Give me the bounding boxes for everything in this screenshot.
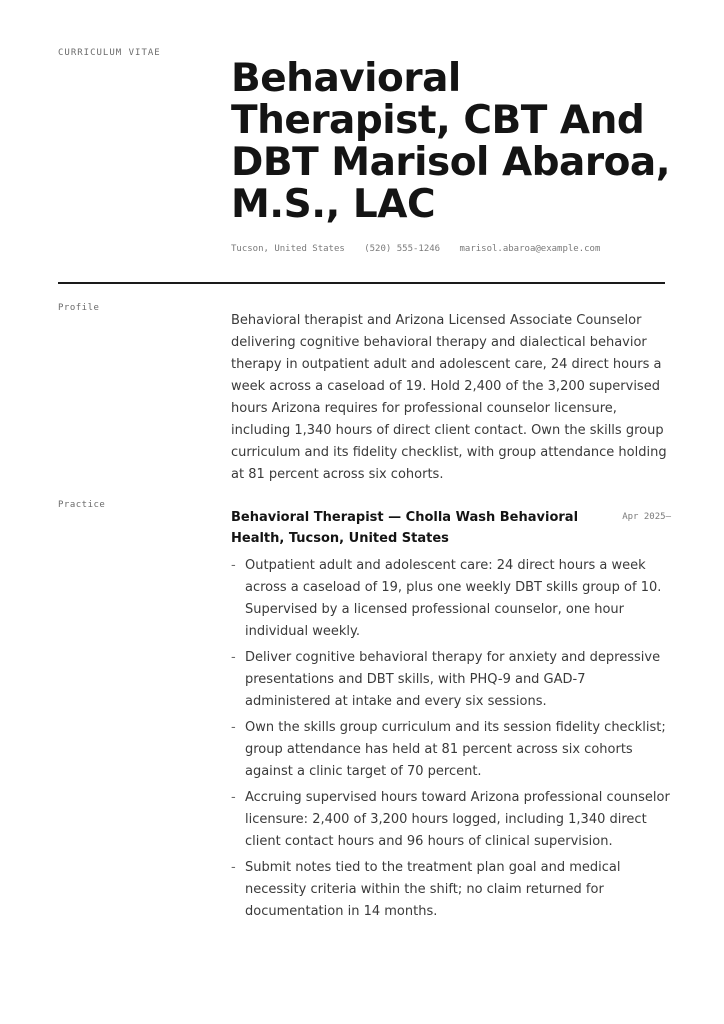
bullet-text: Accruing supervised hours toward Arizona professional counselor licensure: 2,400 of 3,200 hours logged, including 1,340 direct client contact hours and 96 hours of clinical supervision. xyxy=(245,790,670,849)
bullet-marker: - xyxy=(231,790,236,805)
contact-email: marisol.abaroa@example.com xyxy=(459,244,601,254)
bullet-marker: - xyxy=(231,860,236,875)
profile-section-label: Profile xyxy=(58,303,100,313)
job-title: Behavioral Therapist — Cholla Wash Behavioral Health, Tucson, United States xyxy=(231,510,579,546)
job-bullet-list xyxy=(231,555,671,927)
list-item xyxy=(231,647,671,713)
bullet-marker: - xyxy=(231,720,236,735)
name-title-heading: Behavioral Therapist, CBT And DBT Marisol Abaroa, M.S., LAC xyxy=(231,56,671,227)
bullet-text: Outpatient adult and adolescent care: 24 direct hours a week across a caseload of 19, plus one weekly DBT skills group of 10. Supervised by a licensed professional counselor, one hour individual weekly. xyxy=(245,558,662,639)
contact-line xyxy=(231,244,614,254)
document-eyebrow: CURRICULUM VITAE xyxy=(58,48,161,58)
practice-section-label: Practice xyxy=(58,500,106,510)
bullet-text: Submit notes tied to the treatment plan goal and medical necessity criteria within the shift; no claim returned for documentation in 14 months. xyxy=(245,860,621,919)
bullet-marker: - xyxy=(231,650,236,665)
contact-phone: (520) 555-1246 xyxy=(364,244,441,254)
job-header xyxy=(231,507,671,549)
list-item xyxy=(231,857,671,923)
bullet-text: Deliver cognitive behavioral therapy for anxiety and depressive presentations and DBT skills, with PHQ-9 and GAD-7 administered at intake and every six sessions. xyxy=(245,650,661,709)
contact-location: Tucson, United States xyxy=(231,244,345,254)
job-date: Apr 2025– xyxy=(622,512,671,522)
header-divider xyxy=(58,282,665,284)
list-item xyxy=(231,787,671,853)
bullet-marker: - xyxy=(231,558,236,573)
profile-summary: Behavioral therapist and Arizona Licensed Associate Counselor delivering cognitive behavioral therapy and dialectical behavior therapy in outpatient adult and adolescent care, 24 direct hours a week across a caseload of 19. Hold 2,400 of the 3,200 supervised hours Arizona requires for professional counselor licensure, including 1,340 hours of direct client contact. Own the skills group curriculum and its fidelity checklist, with group attendance holding at 81 percent across six cohorts. xyxy=(231,313,667,482)
bullet-text: Own the skills group curriculum and its session fidelity checklist; group attendance has held at 81 percent across six cohorts against a clinic target of 70 percent. xyxy=(245,720,666,779)
list-item xyxy=(231,717,671,783)
list-item xyxy=(231,555,671,643)
